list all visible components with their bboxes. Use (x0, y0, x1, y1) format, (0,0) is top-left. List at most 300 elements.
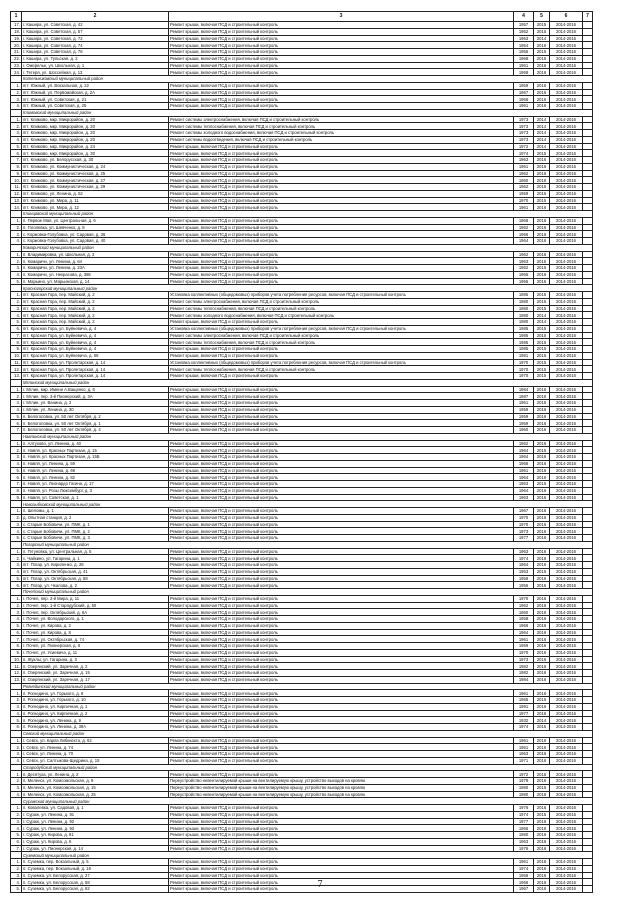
work-type-cell: Ремонт крыши, включая ПСД и строительный контроль (169, 865, 514, 872)
planned-year-cell: 2016 (534, 575, 550, 582)
row-number: 5. (11, 535, 22, 542)
row-number: 2. (11, 602, 22, 609)
row-number: 4. (11, 710, 22, 717)
section-title: Климовский муниципальный район (22, 109, 593, 116)
address-cell: п. Суземка, пер. Вокзальный, д. 5 (22, 859, 169, 866)
planned-year-cell: 2016 (534, 494, 550, 501)
empty-cell (583, 474, 593, 481)
address-cell: пгт. Климово, ул. Мира, д. 12 (22, 204, 169, 211)
address-cell: пгт. Климово, мкр. Микрорайон, д. 30 (22, 150, 169, 157)
build-year-cell: 1980 (514, 832, 534, 839)
period-cell: 2014-2016 (550, 393, 583, 400)
table-row (11, 582, 593, 589)
address-cell: г. Сураж, ул. Кирова, д. 81 (22, 832, 169, 839)
planned-year-cell: 2016 (534, 251, 550, 258)
row-number: 1. (11, 217, 22, 224)
address-cell: п. Суземка, ул. Белорусская, д. 27 (22, 872, 169, 879)
address-cell: пгт. Погар, ул. Чкалова, д. 2 (22, 582, 169, 589)
row-number: 7. (11, 636, 22, 643)
work-type-cell: Ремонт крыши, включая ПСД и строительный контроль (169, 703, 514, 710)
row-number: 2. (11, 697, 22, 704)
address-cell: п. Рогнедино, ул. Ленина, д. 39А (22, 724, 169, 731)
work-type-cell: Ремонт крыши, включая ПСД и строительный контроль (169, 521, 514, 528)
empty-cell (583, 535, 593, 542)
work-type-cell: Ремонт крыши, включая ПСД и строительный контроль (169, 82, 514, 89)
row-number: 10. (11, 352, 22, 359)
period-cell: 2014-2016 (550, 346, 583, 353)
row-number: 3. (11, 305, 22, 312)
section-title: Рогнединский муниципальный район (22, 683, 593, 690)
row-number: 24. (11, 69, 22, 76)
empty-cell (583, 103, 593, 110)
row-number: 11. (11, 359, 22, 366)
work-type-cell: Ремонт крыши, включая ПСД и строительный контроль (169, 535, 514, 542)
work-type-cell: Ремонт крыши, включая ПСД и строительный контроль (169, 832, 514, 839)
build-year-cell: 1980 (514, 305, 534, 312)
empty-cell (583, 487, 593, 494)
row-number: 4. (11, 568, 22, 575)
build-year-cell: 1991 (514, 703, 534, 710)
empty-cell (583, 420, 593, 427)
planned-year-cell: 2016 (534, 231, 550, 238)
table-row (11, 454, 593, 461)
row-number: 5. (11, 886, 22, 893)
build-year-cell: 1970 (514, 514, 534, 521)
row-number: 1. (11, 805, 22, 812)
row-number: 1. (11, 595, 22, 602)
planned-year-cell: 2016 (534, 616, 550, 623)
address-cell: п. Первое Мая, ул. Центральная, д. 6 (22, 217, 169, 224)
empty-cell (583, 447, 593, 454)
row-number: 2. (11, 224, 22, 231)
section-header-row (11, 541, 593, 548)
period-cell: 2014-2016 (550, 130, 583, 137)
address-cell: пгт. Южный, ул. Советская, д. 25 (22, 103, 169, 110)
row-number: 6. (11, 150, 22, 157)
row-number: 7. (11, 427, 22, 434)
empty-cell (583, 49, 593, 56)
period-cell: 2014-2016 (550, 271, 583, 278)
planned-year-cell: 2015 (534, 298, 550, 305)
table-row (11, 170, 593, 177)
empty-cell (583, 872, 593, 879)
address-cell: п. Десятуха, ул. Ленина, д. 2 (22, 771, 169, 778)
period-cell: 2014-2016 (550, 622, 583, 629)
empty-cell (583, 784, 593, 791)
period-cell: 2014-2016 (550, 177, 583, 184)
row-number: 5. (11, 413, 22, 420)
row-number: 5. (11, 319, 22, 326)
address-cell: п. Меленск, ул. Комсомольская, д. 25 (22, 791, 169, 798)
work-type-cell: Ремонт крыши, включая ПСД и строительный контроль (169, 474, 514, 481)
row-number: 4. (11, 791, 22, 798)
work-type-cell: Ремонт крыши, включая ПСД и строительный контроль (169, 157, 514, 164)
build-year-cell: 1956 (514, 49, 534, 56)
table-row (11, 319, 593, 326)
work-type-cell: Ремонт крыши, включая ПСД и строительный контроль (169, 258, 514, 265)
period-cell: 2014-2016 (550, 521, 583, 528)
address-cell: пгт. Климово, мкр. Микрорайон, д. 20 (22, 130, 169, 137)
period-cell: 2014-2016 (550, 838, 583, 845)
build-year-cell: 1968 (514, 55, 534, 62)
work-type-cell: Ремонт крыши, включая ПСД и строительный контроль (169, 406, 514, 413)
address-cell: п. Марьино, ул. Марьинская, д. 14 (22, 278, 169, 285)
empty-cell (583, 42, 593, 49)
work-type-cell: Ремонт крыши, включая ПСД и строительный контроль (169, 22, 514, 29)
empty-cell (583, 332, 593, 339)
table-row (11, 744, 593, 751)
period-cell: 2014-2016 (550, 251, 583, 258)
empty-cell (583, 710, 593, 717)
address-cell: пгт. Красная Гора, пер. Майский, д. 2 (22, 319, 169, 326)
empty-cell (583, 143, 593, 150)
empty-cell (583, 346, 593, 353)
address-cell: п. Суземка, пер. Вокзальный, д. 16 (22, 865, 169, 872)
planned-year-cell: 2016 (534, 96, 550, 103)
row-number: 3. (11, 703, 22, 710)
work-type-cell: Ремонт крыши, включая ПСД и строительный контроль (169, 217, 514, 224)
planned-year-cell: 2014 (534, 116, 550, 123)
period-cell: 2014-2016 (550, 150, 583, 157)
row-number: 1. (11, 508, 22, 515)
table-row (11, 838, 593, 845)
work-type-cell: Ремонт системы теплоснабжения, включая ПСД и строительный контроль (169, 305, 514, 312)
build-year-cell: 1973 (514, 528, 534, 535)
table-row (11, 865, 593, 872)
build-year-cell: 1974 (514, 555, 534, 562)
empty-cell (583, 703, 593, 710)
build-year-cell: 1961 (514, 163, 534, 170)
address-cell: пгт. Климово, ул. Коммунистическая, д. 27 (22, 177, 169, 184)
empty-cell (583, 582, 593, 589)
address-cell: г. Мглин, мкр. Имени А.Ващенко, д. 6 (22, 386, 169, 393)
address-cell: пгт. Южный, ул. Вокзальная, д. 22 (22, 82, 169, 89)
address-cell: с. Коржовка-Голубовка, ул. Садовая, д. 36 (22, 231, 169, 238)
work-type-cell: Ремонт крыши, включая ПСД и строительный контроль (169, 805, 514, 812)
build-year-cell: 1970 (514, 359, 534, 366)
planned-year-cell: 2016 (534, 467, 550, 474)
row-number: 21. (11, 49, 22, 56)
work-type-cell: Ремонт крыши, включая ПСД и строительный контроль (169, 751, 514, 758)
work-type-cell: Ремонт крыши, включая ПСД и строительный контроль (169, 197, 514, 204)
planned-year-cell: 2014 (534, 319, 550, 326)
period-cell: 2014-2016 (550, 778, 583, 785)
work-type-cell: Ремонт крыши, включая ПСД и строительный контроль (169, 35, 514, 42)
table-row (11, 130, 593, 137)
planned-year-cell: 2016 (534, 751, 550, 758)
planned-year-cell: 2016 (534, 42, 550, 49)
planned-year-cell: 2016 (534, 454, 550, 461)
period-cell: 2014-2016 (550, 292, 583, 299)
row-number: 13. (11, 197, 22, 204)
work-type-cell: Ремонт крыши, включая ПСД и строительный контроль (169, 886, 514, 893)
build-year-cell: 1973 (514, 116, 534, 123)
planned-year-cell: 2016 (534, 805, 550, 812)
section-title: Мглинский муниципальный район (22, 379, 593, 386)
build-year-cell: 1963 (514, 838, 534, 845)
period-cell: 2014-2016 (550, 710, 583, 717)
address-cell: п. Меленск, ул. Комсомольская, д. 15 (22, 784, 169, 791)
empty-cell (583, 737, 593, 744)
empty-cell (583, 82, 593, 89)
section-title: Почепский муниципальный район (22, 589, 593, 596)
build-year-cell: 1962 (514, 251, 534, 258)
table-row (11, 548, 593, 555)
work-type-cell: Ремонт крыши, включая ПСД и строительный контроль (169, 757, 514, 764)
address-cell: г. Почеп, ул. Кирова, д. 2 (22, 622, 169, 629)
empty-cell (583, 373, 593, 380)
empty-cell (583, 271, 593, 278)
build-year-cell: 1974 (514, 865, 534, 872)
row-number: 6. (11, 474, 22, 481)
address-cell: п. Навля, ул. Розы Люксембург, д. 3 (22, 487, 169, 494)
period-cell: 2014-2016 (550, 157, 583, 164)
empty-cell (583, 548, 593, 555)
address-cell: п. Алтухово, ул. Ленина, д. 40 (22, 440, 169, 447)
planned-year-cell: 2016 (534, 845, 550, 852)
build-year-cell: 1976 (514, 805, 534, 812)
address-cell: пгт. Красная Гора, пер. Майский, д. 2 (22, 298, 169, 305)
address-cell: с. Коржовка-Голубовка, ул. Садовая, д. 40 (22, 238, 169, 245)
build-year-cell: 1961 (514, 744, 534, 751)
table-row (11, 332, 593, 339)
row-number: 1. (11, 859, 22, 866)
planned-year-cell: 2016 (534, 535, 550, 542)
work-type-cell: Ремонт системы водоотведения, включая ПСД и строительный контроль (169, 136, 514, 143)
table-row (11, 670, 593, 677)
table-row (11, 717, 593, 724)
period-cell: 2014-2016 (550, 643, 583, 650)
planned-year-cell: 2016 (534, 663, 550, 670)
planned-year-cell: 2016 (534, 879, 550, 886)
planned-year-cell: 2016 (534, 190, 550, 197)
period-cell: 2014-2016 (550, 508, 583, 515)
column-header: 1 (11, 12, 22, 22)
build-year-cell: 1972 (514, 143, 534, 150)
section-header-row (11, 109, 593, 116)
table-row (11, 373, 593, 380)
row-number: 12. (11, 670, 22, 677)
section-header-row (11, 501, 593, 508)
period-cell: 2014-2016 (550, 629, 583, 636)
empty-cell (583, 400, 593, 407)
build-year-cell: 1970 (514, 595, 534, 602)
work-type-cell: Ремонт крыши, включая ПСД и строительный контроль (169, 710, 514, 717)
table-row (11, 393, 593, 400)
table-row (11, 96, 593, 103)
table-header-row (11, 12, 593, 22)
empty-cell (583, 28, 593, 35)
planned-year-cell: 2016 (534, 413, 550, 420)
planned-year-cell: 2016 (534, 481, 550, 488)
address-cell: г. Кашира, ул. Советская, д. 57 (22, 28, 169, 35)
address-cell: пгт. Климово, ул. Коммунистическая, д. 29 (22, 184, 169, 191)
address-cell: пгт. Погар, ул. Октябрьская, д. 58 (22, 575, 169, 582)
empty-cell (583, 717, 593, 724)
build-year-cell: 1959 (514, 190, 534, 197)
table-row (11, 35, 593, 42)
empty-cell (583, 825, 593, 832)
section-header-row (11, 730, 593, 737)
period-cell: 2014-2016 (550, 703, 583, 710)
address-cell: п. Белоголовка, ул. 50 лет Октября, д. 4 (22, 427, 169, 434)
row-number: 6. (11, 838, 22, 845)
build-year-cell: 1958 (514, 616, 534, 623)
planned-year-cell: 2015 (534, 22, 550, 29)
table-row (11, 278, 593, 285)
address-cell: пгт. Климово, ул. Коммунистическая, д. 24 (22, 163, 169, 170)
planned-year-cell: 2015 (534, 811, 550, 818)
address-cell: пгт. Климово, ул. Мира, д. 11 (22, 197, 169, 204)
work-type-cell: Ремонт крыши, включая ПСД и строительный контроль (169, 737, 514, 744)
build-year-cell: 1985 (514, 325, 534, 332)
planned-year-cell: 2016 (534, 562, 550, 569)
row-number: 19. (11, 35, 22, 42)
address-cell: г. Сураж, ул. Пионерская, д. 14 (22, 845, 169, 852)
empty-cell (583, 69, 593, 76)
empty-cell (583, 298, 593, 305)
planned-year-cell: 2016 (534, 440, 550, 447)
period-cell: 2014-2016 (550, 791, 583, 798)
table-row (11, 811, 593, 818)
empty-cell (583, 96, 593, 103)
address-cell: п. Гоголевка, ул. Шевченко, д. 8 (22, 224, 169, 231)
address-cell: с. Старые Бобовичи, ул. ПМК, д. 2 (22, 528, 169, 535)
table-row (11, 859, 593, 866)
address-cell: г. Почеп, пер. 2-й Мира, д. 11 (22, 595, 169, 602)
table-row (11, 177, 593, 184)
period-cell: 2014-2016 (550, 197, 583, 204)
work-type-cell: Ремонт крыши, включая ПСД и строительный контроль (169, 629, 514, 636)
empty-cell (583, 116, 593, 123)
empty-cell (583, 231, 593, 238)
row-number: 13. (11, 676, 22, 683)
planned-year-cell: 2016 (534, 224, 550, 231)
period-cell: 2014-2016 (550, 96, 583, 103)
period-cell: 2014-2016 (550, 562, 583, 569)
section-header-row (11, 589, 593, 596)
period-cell: 2014-2016 (550, 265, 583, 272)
planned-year-cell: 2016 (534, 649, 550, 656)
work-type-cell: Ремонт крыши, включая ПСД и строительный контроль (169, 386, 514, 393)
build-year-cell: 1980 (514, 784, 534, 791)
build-year-cell: 1959 (514, 406, 534, 413)
build-year-cell: 1966 (514, 825, 534, 832)
empty-cell (583, 197, 593, 204)
build-year-cell: 1961 (514, 636, 534, 643)
work-type-cell: Ремонт крыши, включая ПСД и строительный контроль (169, 400, 514, 407)
table-row (11, 143, 593, 150)
row-number: 18. (11, 28, 22, 35)
planned-year-cell: 2016 (534, 636, 550, 643)
work-type-cell: Ремонт крыши, включая ПСД и строительный контроль (169, 163, 514, 170)
planned-year-cell: 2016 (534, 177, 550, 184)
address-cell: пгт. Красная Гора, ул. Пролетарская, д. 14 (22, 373, 169, 380)
build-year-cell: 1963 (514, 157, 534, 164)
address-cell: пгт. Красная Гора, пер. Майский, д. 2 (22, 305, 169, 312)
empty-cell (583, 265, 593, 272)
empty-cell (583, 805, 593, 812)
period-cell: 2014-2016 (550, 832, 583, 839)
build-year-cell: 1961 (514, 204, 534, 211)
section-header-row (11, 379, 593, 386)
planned-year-cell: 2016 (534, 832, 550, 839)
section-title: Навлинский муниципальный район (22, 433, 593, 440)
row-number: 20. (11, 42, 22, 49)
work-type-cell: Ремонт крыши, включая ПСД и строительный контроль (169, 555, 514, 562)
column-header: 6 (550, 12, 583, 22)
table-row (11, 757, 593, 764)
build-year-cell: 1978 (514, 778, 534, 785)
build-year-cell: 1985 (514, 332, 534, 339)
table-row (11, 649, 593, 656)
build-year-cell: 1980 (514, 791, 534, 798)
build-year-cell: 1953 (514, 568, 534, 575)
work-type-cell: Ремонт крыши, включая ПСД и строительный контроль (169, 271, 514, 278)
empty-cell (583, 636, 593, 643)
table-row (11, 22, 593, 29)
planned-year-cell: 2016 (534, 528, 550, 535)
column-header: 2 (22, 12, 169, 22)
build-year-cell: 1963 (514, 258, 534, 265)
build-year-cell: 1964 (514, 562, 534, 569)
table-row (11, 737, 593, 744)
planned-year-cell: 2015 (534, 150, 550, 157)
table-row (11, 123, 593, 130)
table-row (11, 298, 593, 305)
period-cell: 2014-2016 (550, 325, 583, 332)
build-year-cell: 1970 (514, 197, 534, 204)
build-year-cell: 1973 (514, 123, 534, 130)
row-number: 3. (11, 96, 22, 103)
address-cell: п. Белоголовка, ул. 50 лет Октября, д. 2 (22, 413, 169, 420)
period-cell: 2014-2016 (550, 400, 583, 407)
empty-cell (583, 292, 593, 299)
address-cell: пгт. Погар, ул. Кириленко, д. 28 (22, 562, 169, 569)
row-number: 2. (11, 744, 22, 751)
empty-cell (583, 744, 593, 751)
period-cell: 2014-2016 (550, 670, 583, 677)
row-number: 7. (11, 157, 22, 164)
period-cell: 2014-2016 (550, 514, 583, 521)
table-row (11, 325, 593, 332)
empty-cell (583, 791, 593, 798)
empty-cell (583, 319, 593, 326)
empty-cell (583, 89, 593, 96)
period-cell: 2014-2016 (550, 609, 583, 616)
work-type-cell: Ремонт крыши, включая ПСД и строительный контроль (169, 238, 514, 245)
empty-cell (583, 359, 593, 366)
row-number: 5. (11, 832, 22, 839)
planned-year-cell: 2016 (534, 386, 550, 393)
row-number: 2. (11, 778, 22, 785)
column-header: 3 (169, 12, 514, 22)
address-cell: с. Старые Бобовичи, ул. ПМК, д. 3 (22, 535, 169, 542)
period-cell: 2014-2016 (550, 879, 583, 886)
row-number: 1. (11, 690, 22, 697)
empty-cell (583, 508, 593, 515)
empty-cell (583, 514, 593, 521)
build-year-cell: 1958 (514, 872, 534, 879)
table-row (11, 413, 593, 420)
build-year-cell: 1961 (514, 690, 534, 697)
work-type-cell: Ремонт крыши, включая ПСД и строительный контроль (169, 859, 514, 866)
build-year-cell: 1970 (514, 366, 534, 373)
build-year-cell: 1960 (514, 427, 534, 434)
planned-year-cell: 2016 (534, 204, 550, 211)
work-type-cell: Ремонт крыши, включая ПСД и строительный контроль (169, 62, 514, 69)
table-row (11, 643, 593, 650)
